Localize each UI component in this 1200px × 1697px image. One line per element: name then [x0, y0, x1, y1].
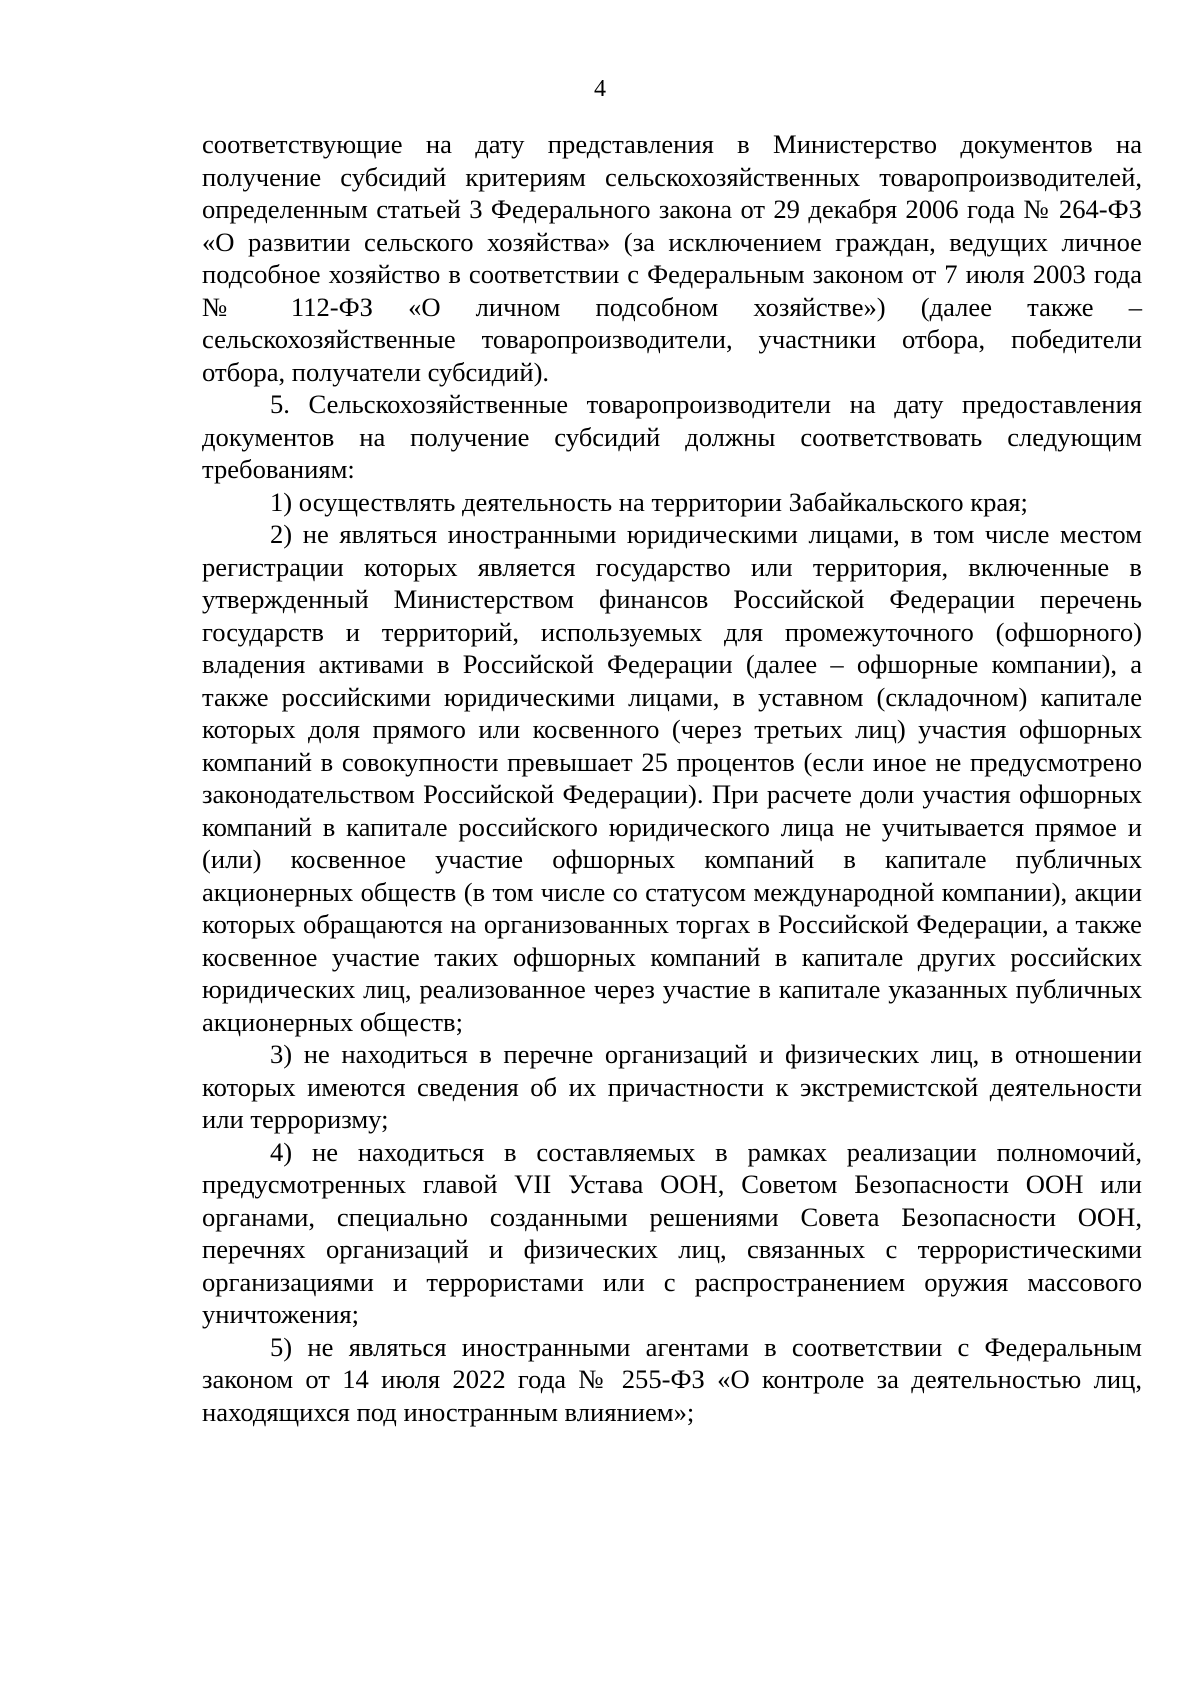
- paragraph-item-5-requirements: 5. Сельскохозяйственные товаропроизводители на дату предоставления документов на получение субсидий должны соответствовать следующим требованиям:: [202, 389, 1142, 484]
- paragraph-subitem-5: 5) не являться иностранными агентами в соответствии с Федеральным законом от 14 июля 2022 года № 255-ФЗ «О контроле за деятельностью лиц, находящихся под иностранным влиянием»;: [202, 1331, 1142, 1427]
- paragraph-criteria-continuation: соответствующие на дату представления в Министерство документов на получение субсидий критериям сельскохозяйственных товаропроизводителей, определенным статьей 3 Федерального закона от 29 декабря 2006 года № 264-ФЗ «О развитии сельского хозяйства» (за исключением граждан, ведущих личное подсобное хозяйство в соответствии с Федеральным законом от 7 июля 2003 года № 112-ФЗ «О личном подсобном хозяйстве») (далее также – сельскохозяйственные товаропроизводители, участники отбора, победители отбора, получатели субсидий).: [202, 129, 1142, 387]
- paragraph-subitem-2: 2) не являться иностранными юридическими лицами, в том числе местом регистрации которых является государство или территория, включенные в утвержденный Министерством финансов Российской Федерации перечень государств и территорий, используемых для промежуточного (офшорного) владения активами в Российской Федерации (далее – офшорные компании), а также российскими юридическими лицами, в уставном (складочном) капитале которых доля прямого или косвенного (через третьих лиц) участия офшорных компаний в совокупности превышает 25 процентов (если иное не предусмотрено законодательством Российской Федерации). При расчете доли участия офшорных компаний в капитале российского юридического лица не учитывается прямое и (или) косвенное участие офшорных компаний в капитале публичных акционерных обществ (в том числе со статусом международной компании), акции которых обращаются на организованных торгах в Российской Федерации, а также косвенное участие таких офшорных компаний в капитале других российских юридических лиц, реализованное через участие в капитале указанных публичных акционерных обществ;: [202, 519, 1142, 1037]
- paragraph-subitem-4: 4) не находиться в составляемых в рамках реализации полномочий, предусмотренных главой VII Устава ООН, Советом Безопасности ООН или органами, специально созданными решениями Совета Безопасности ООН, перечнях организаций и физических лиц, связанных с террористическими организациями и террористами или с распространением оружия массового уничтожения;: [202, 1136, 1142, 1329]
- document-body: [202, 128, 1142, 1428]
- paragraph-subitem-3: 3) не находиться в перечне организаций и физических лиц, в отношении которых имеются сведения об их причастности к экстремистской деятельности или терроризму;: [202, 1039, 1142, 1134]
- paragraph-subitem-1: 1) осуществлять деятельность на территории Забайкальского края;: [270, 486, 1028, 517]
- page-number: 4: [594, 76, 606, 102]
